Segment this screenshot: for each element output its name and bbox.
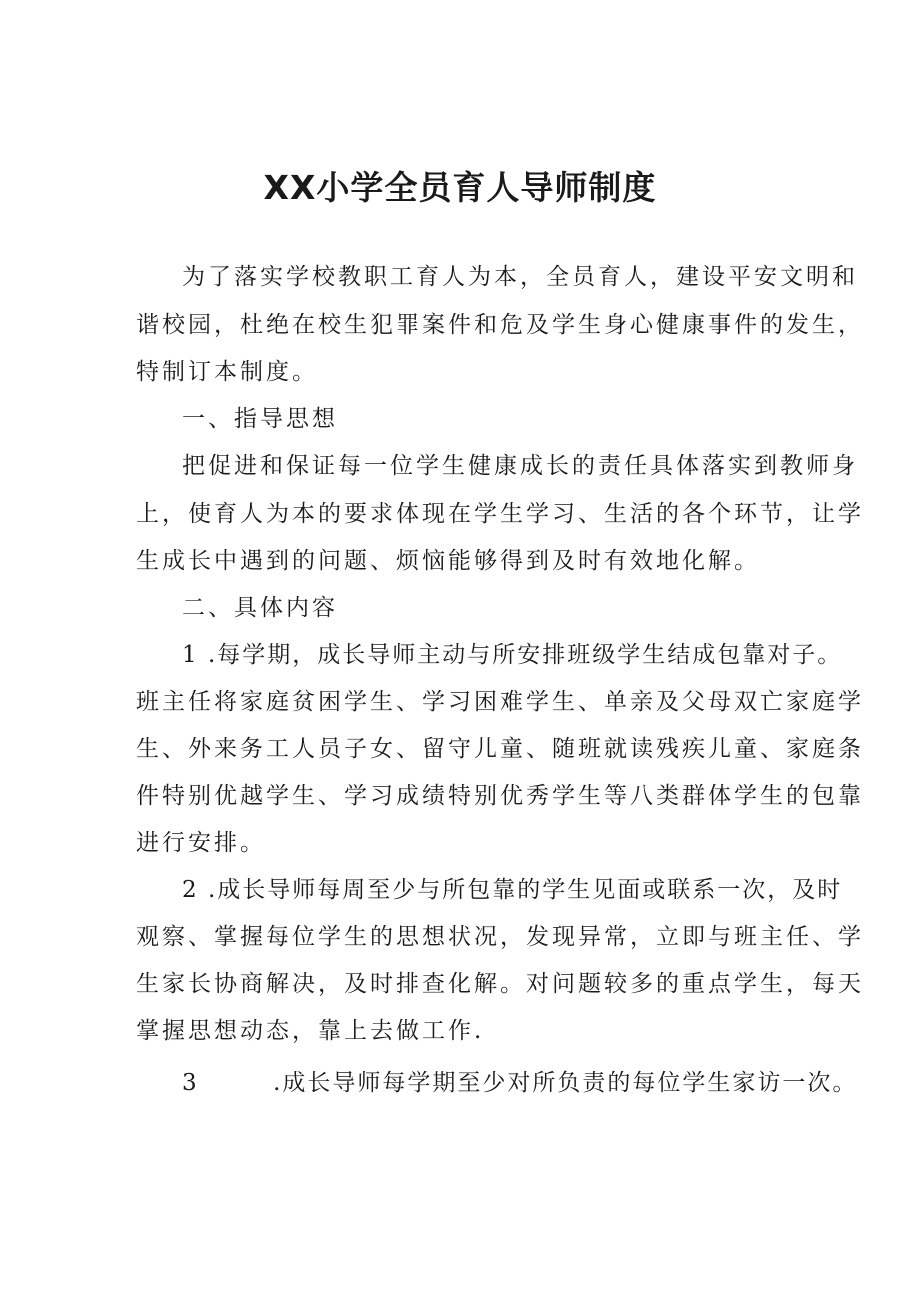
list-item-line: 1 .每学期，成长导师主动与所安排班级学生结成包靠对子。	[182, 642, 843, 668]
paragraph-line: 上，使育人为本的要求体现在学生学习、生活的各个环节，让学	[136, 501, 864, 527]
paragraph-line: 把促进和保证每一位学生健康成长的责任具体落实到教师身	[182, 453, 858, 479]
paragraph-line: 为了落实学校教职工育人为本，全员育人，建设平安文明和	[182, 264, 858, 290]
list-item-line: 3 .成长导师每学期至少对所负责的每位学生家访一次。	[182, 1070, 858, 1096]
list-item-line: 观察、掌握每位学生的思想状况，发现异常，立即与班主任、学	[136, 924, 864, 950]
section-heading: 一、指导思想	[182, 406, 338, 432]
list-item-line: 班主任将家庭贫困学生、学习困难学生、单亲及父母双亡家庭学	[136, 689, 864, 715]
list-item-line: 生家长协商解决，及时排查化解。对问题较多的重点学生，每天	[136, 971, 864, 997]
section-heading: 二、具体内容	[182, 595, 338, 621]
list-item-line: 2 .成长导师每周至少与所包靠的学生见面或联系一次，及时	[182, 877, 843, 903]
list-item-line: 生、外来务工人员子女、留守儿童、随班就读残疾儿童、家庭条	[136, 736, 864, 762]
list-item-line: 件特别优越学生、学习成绩特别优秀学生等八类群体学生的包靠	[136, 783, 864, 809]
list-item-line: 进行安排。	[136, 830, 266, 856]
list-item-line: 掌握思想动态，靠上去做工作.	[136, 1018, 485, 1044]
paragraph-line: 谐校园，杜绝在校生犯罪案件和危及学生身心健康事件的发生，	[136, 312, 864, 338]
paragraph-line: 特制订本制度。	[136, 359, 318, 385]
document-title: XX小学全员育人导师制度	[263, 168, 657, 207]
paragraph-line: 生成长中遇到的问题、烦恼能够得到及时有效地化解。	[136, 548, 760, 574]
